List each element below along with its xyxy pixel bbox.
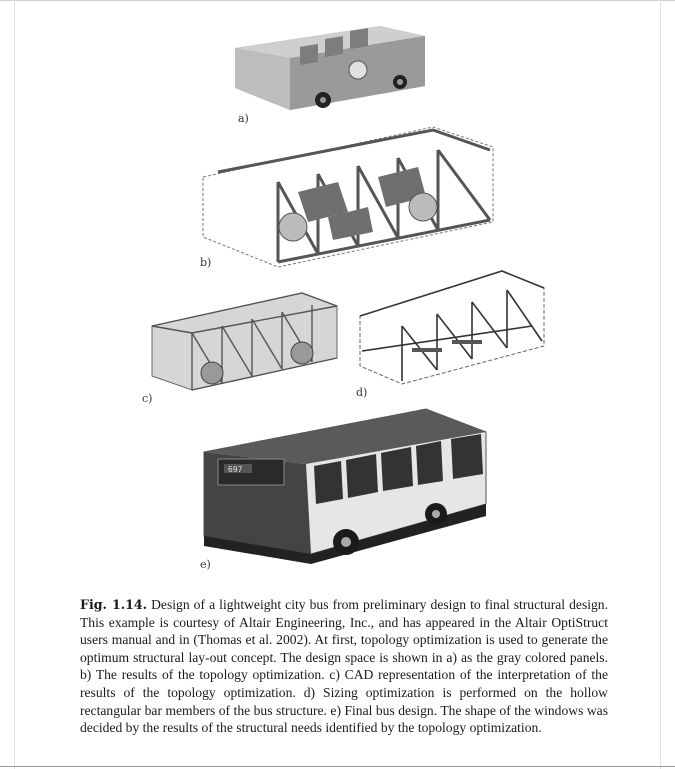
page-top-border <box>0 0 675 1</box>
sizing-optimization-image <box>352 266 548 386</box>
panel-b-topology-result <box>198 122 503 272</box>
page-left-border <box>14 0 15 769</box>
figure-caption <box>80 596 608 737</box>
panel-a-design-space <box>230 18 430 125</box>
final-bus-image <box>196 404 496 566</box>
panel-b-label: b) <box>200 256 212 269</box>
panel-c-cad-representation <box>142 288 342 405</box>
figure-number: Fig. 1.14. <box>80 597 148 612</box>
topology-optimization-image <box>198 122 503 272</box>
bus-design-space-image <box>230 18 430 118</box>
figure-caption-text: Design of a lightweight city bus from preliminary design to final structural design. This example is courtesy of Altair Engineering, Inc., and has appeared in the Altair OptiStruct users manual and in (Thomas et al. 2002). At first, topology optimization is used to generate the optimum structural lay-out concept. The design space is shown in a) as the gray colored panels. b) The results of the topology optimization. c) CAD representation of the interpretation of the results of the topology optimization. d) Sizing optimization is performed on the hollow rectangular bar members of the bus structure. e) Final bus design. The shape of the windows was decided by the results of the structural needs identified by the topology optimization. <box>80 597 608 736</box>
cad-representation-image <box>142 288 342 398</box>
panel-e-label: e) <box>200 558 211 571</box>
panel-d-sizing-optimization <box>352 266 548 399</box>
page-bottom-border <box>0 766 675 767</box>
panel-c-label: c) <box>142 392 153 405</box>
panel-a-label: a) <box>238 112 249 125</box>
page-right-border <box>660 0 661 769</box>
panel-e-final-bus <box>196 404 496 571</box>
panel-d-label: d) <box>356 386 368 399</box>
bus-number-sign: 697 <box>228 465 243 474</box>
